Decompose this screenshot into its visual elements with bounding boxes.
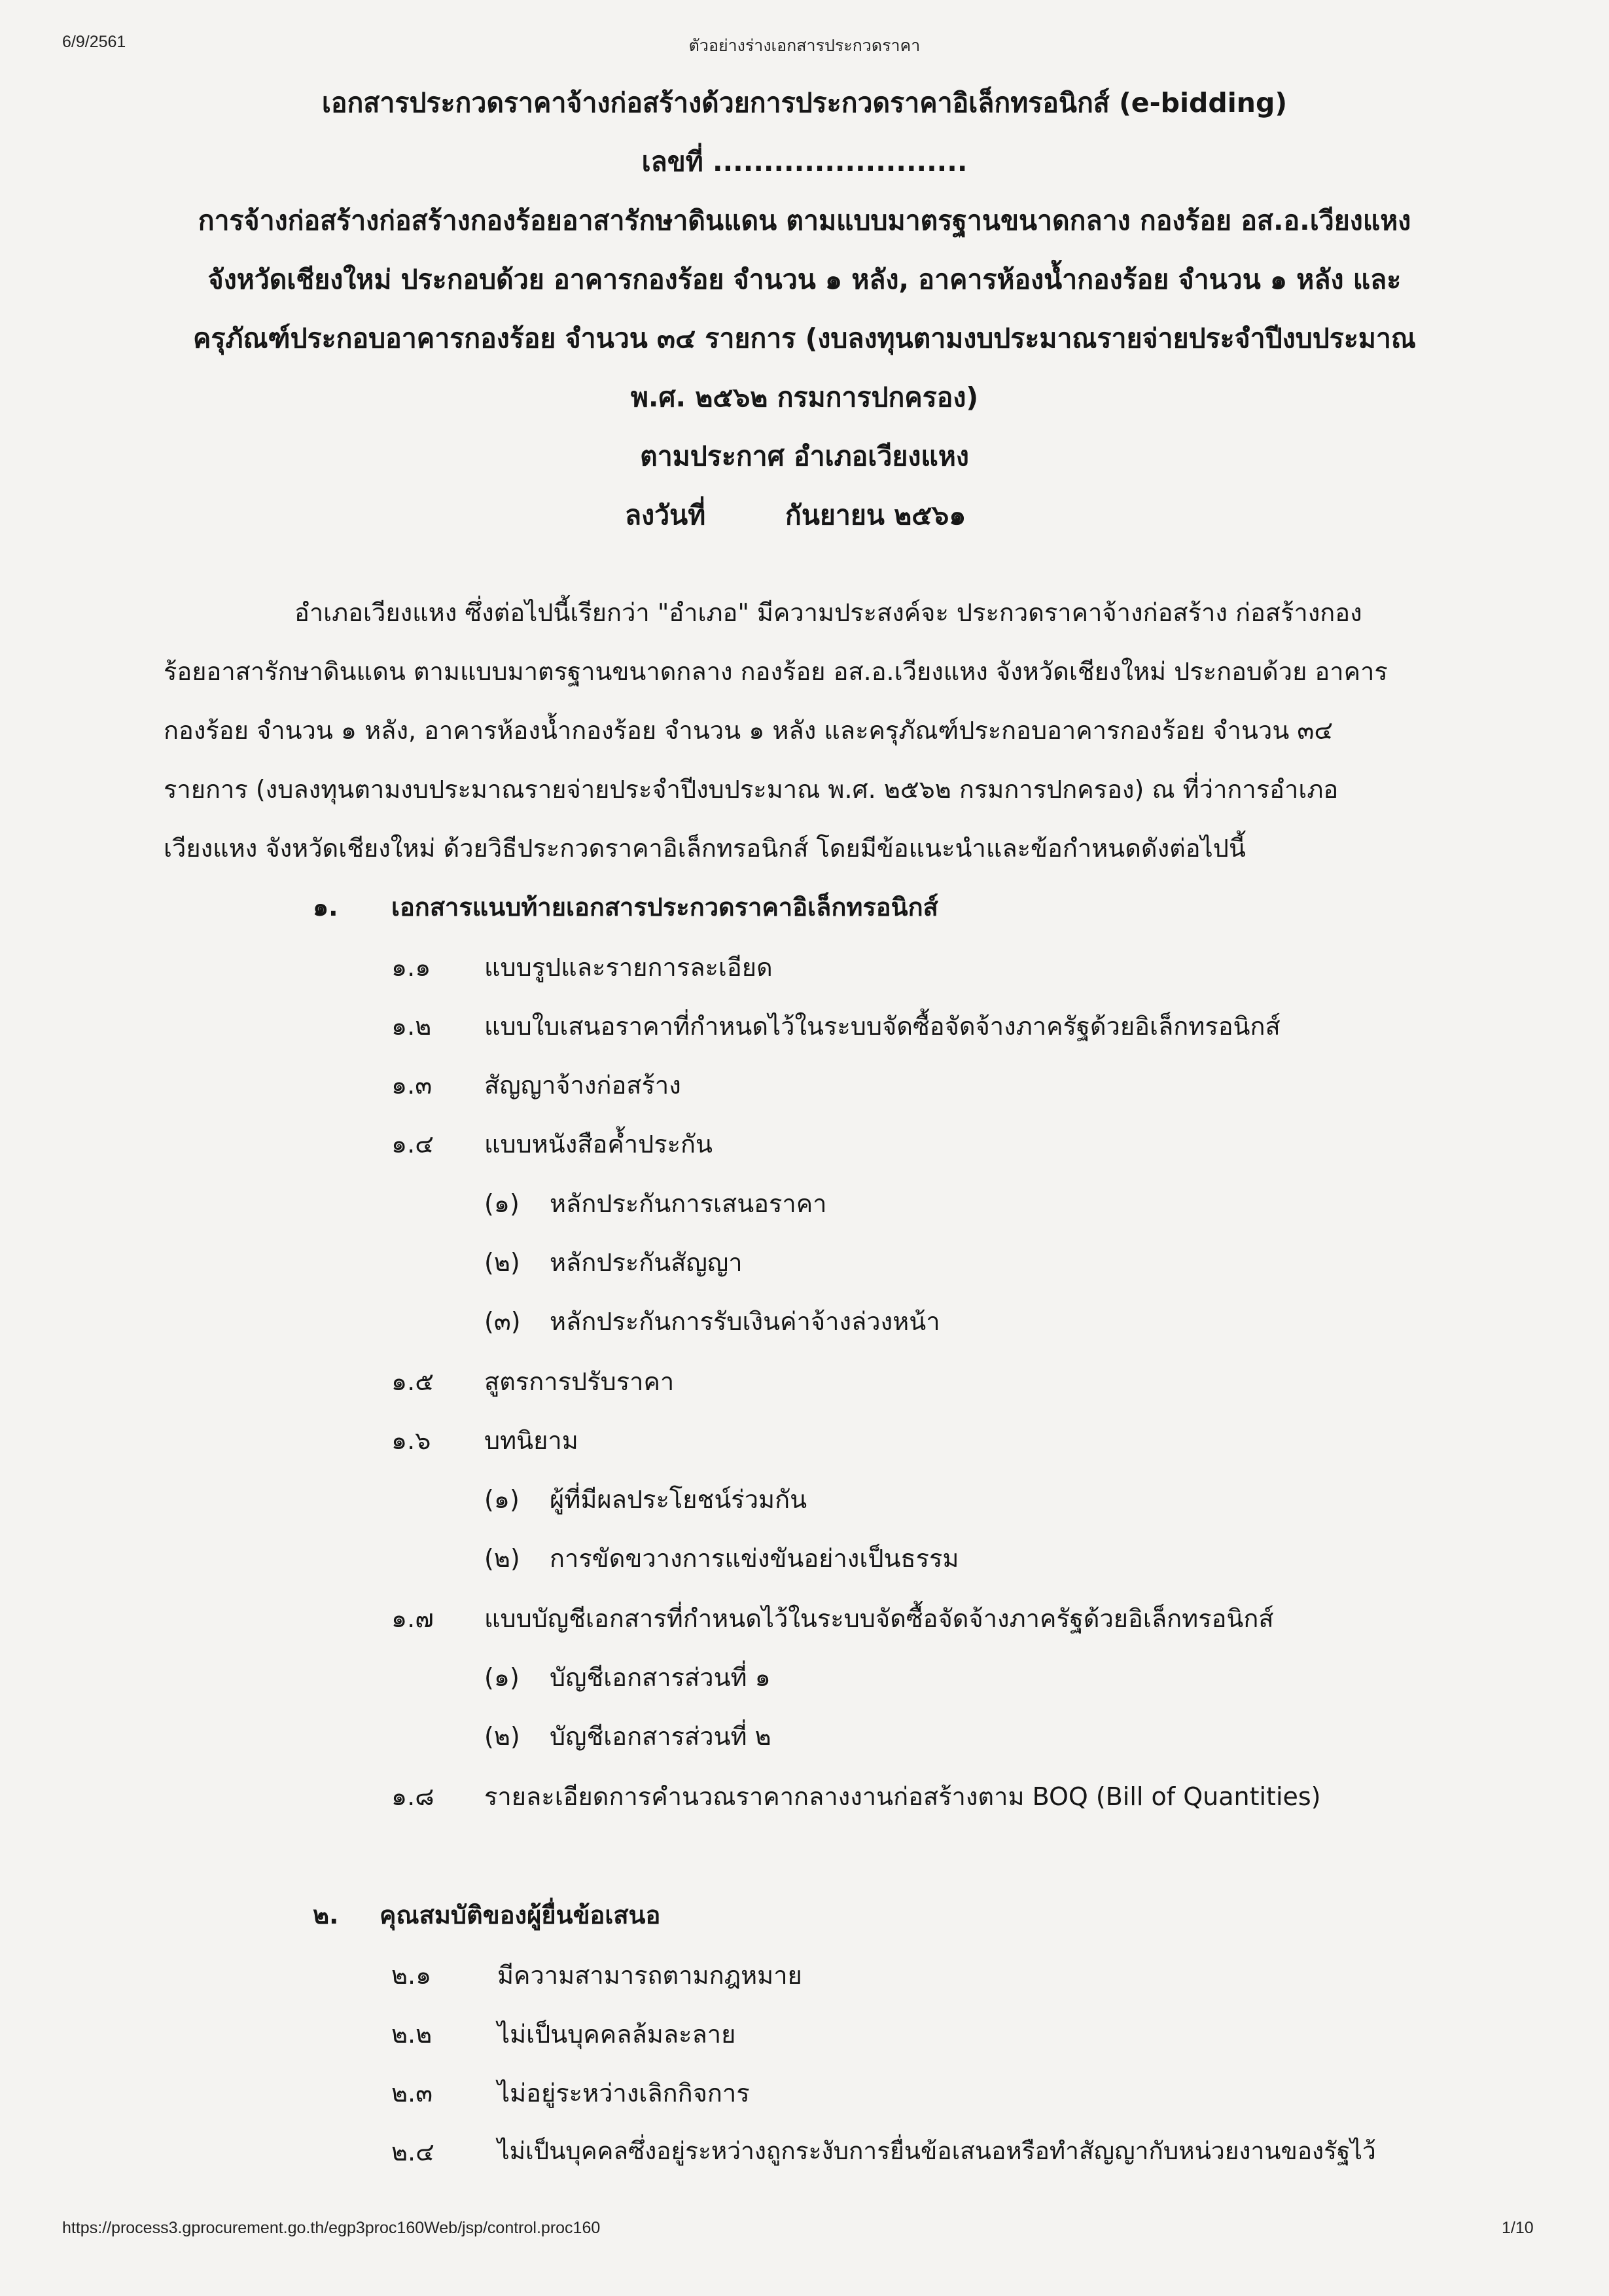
item-text: รายละเอียดการคำนวณราคากลางงานก่อสร้างตาม BOQ (Bill of Quantities) xyxy=(484,1782,1321,1811)
item-text: ไม่เป็นบุคคลซึ่งอยู่ระหว่างถูกระงับการยื่นข้อเสนอหรือทำสัญญากับหน่วยงานของรัฐไว้ xyxy=(497,2137,1376,2165)
intro-line: เวียงแหง จังหวัดเชียงใหม่ ด้วยวิธีประกวดราคาอิเล็กทรอนิกส์ โดยมีข้อแนะนำและข้อกำหนดดังต่อไปนี้ xyxy=(164,834,1246,863)
item-text: สัญญาจ้างก่อสร้าง xyxy=(484,1071,681,1100)
footer-url: https://process3.gprocurement.go.th/egp3proc160Web/jsp/control.proc160 xyxy=(62,2219,601,2237)
item-number: ๑.๔ xyxy=(391,1130,434,1158)
subitem-number: (๑) xyxy=(484,1663,520,1692)
subject-line: พ.ศ. ๒๕๖๒ กรมการปกครอง) xyxy=(630,382,979,413)
intro-line: กองร้อย จำนวน ๑ หลัง, อาคารห้องน้ำกองร้อย จำนวน ๑ หลัง และครุภัณฑ์ประกอบอาคารกองร้อย จำนวน ๓๔ xyxy=(164,716,1334,745)
intro-line: ร้อยอาสารักษาดินแดน ตามแบบมาตรฐานขนาดกลาง กองร้อย อส.อ.เวียงแหง จังหวัดเชียงใหม่ ประกอบด้วย อาคาร xyxy=(164,657,1388,686)
subject-line: การจ้างก่อสร้างก่อสร้างกองร้อยอาสารักษาดินแดน ตามแบบมาตรฐานขนาดกลาง กองร้อย อส.อ.เวียงแหง xyxy=(198,205,1411,236)
item-text: แบบรูปและรายการละเอียด xyxy=(484,953,773,982)
subitem-number: (๓) xyxy=(484,1307,521,1336)
document-number: เลขที่ ......................... xyxy=(641,146,968,177)
subitem-text: หลักประกันสัญญา xyxy=(550,1248,743,1277)
date-label: ลงวันที่ xyxy=(625,499,706,531)
document-title: เอกสารประกวดราคาจ้างก่อสร้างด้วยการประกวดราคาอิเล็กทรอนิกส์ (e-bidding) xyxy=(321,87,1288,118)
item-text: ไม่เป็นบุคคลล้มละลาย xyxy=(497,2020,736,2049)
item-number: ๑.๑ xyxy=(391,953,431,982)
page-number: 1/10 xyxy=(1502,2219,1534,2237)
item-number: ๒.๒ xyxy=(391,2020,433,2049)
section-1-number: ๑. xyxy=(313,893,338,922)
subject-line: จังหวัดเชียงใหม่ ประกอบด้วย อาคารกองร้อย จำนวน ๑ หลัง, อาคารห้องน้ำกองร้อย จำนวน ๑ หลัง และ xyxy=(207,264,1402,295)
item-number: ๒.๔ xyxy=(391,2138,434,2166)
subitem-number: (๑) xyxy=(484,1189,520,1218)
subitem-text: บัญชีเอกสารส่วนที่ ๑ xyxy=(550,1663,771,1692)
item-text: สูตรการปรับราคา xyxy=(484,1367,675,1396)
item-number: ๑.๒ xyxy=(391,1012,432,1041)
intro-line: อำเภอเวียงแหง ซึ่งต่อไปนี้เรียกว่า "อำเภอ" มีความประสงค์จะ ประกวดราคาจ้างก่อสร้าง ก่อสร้างกอง xyxy=(294,598,1362,627)
item-text: มีความสามารถตามกฎหมาย xyxy=(497,1961,802,1990)
subject-line: ครุภัณฑ์ประกอบอาคารกองร้อย จำนวน ๓๔ รายการ (งบลงทุนตามงบประมาณรายจ่ายประจำปีงบประมาณ xyxy=(193,323,1416,354)
header-caption: ตัวอย่างร่างเอกสารประกวดราคา xyxy=(688,37,921,55)
item-text: แบบหนังสือค้ำประกัน xyxy=(484,1130,713,1158)
subitem-text: หลักประกันการรับเงินค่าจ้างล่วงหน้า xyxy=(550,1307,940,1336)
subitem-number: (๑) xyxy=(484,1485,520,1514)
section-2-heading: คุณสมบัติของผู้ยื่นข้อเสนอ xyxy=(380,1901,661,1929)
subitem-text: บัญชีเอกสารส่วนที่ ๒ xyxy=(550,1722,771,1751)
item-number: ๑.๕ xyxy=(391,1367,434,1396)
item-number: ๑.๖ xyxy=(391,1426,431,1455)
print-date: 6/9/2561 xyxy=(62,33,126,51)
section-1-heading: เอกสารแนบท้ายเอกสารประกวดราคาอิเล็กทรอนิกส์ xyxy=(391,893,938,922)
item-number: ๑.๓ xyxy=(391,1071,433,1100)
item-text: บทนิยาม xyxy=(484,1426,578,1455)
item-text: แบบบัญชีเอกสารที่กำหนดไว้ในระบบจัดซื้อจัดจ้างภาครัฐด้วยอิเล็กทรอนิกส์ xyxy=(484,1604,1274,1633)
item-number: ๒.๓ xyxy=(391,2079,433,2108)
item-text: ไม่อยู่ระหว่างเลิกกิจการ xyxy=(497,2079,750,2108)
subitem-number: (๒) xyxy=(484,1722,520,1751)
item-number: ๑.๗ xyxy=(391,1604,434,1633)
subitem-text: ผู้ที่มีผลประโยชน์ร่วมกัน xyxy=(550,1485,807,1514)
item-text: แบบใบเสนอราคาที่กำหนดไว้ในระบบจัดซื้อจัดจ้างภาครัฐด้วยอิเล็กทรอนิกส์ xyxy=(484,1012,1281,1041)
subitem-number: (๒) xyxy=(484,1544,520,1573)
date-value: กันยายน ๒๕๖๑ xyxy=(785,499,966,531)
item-number: ๒.๑ xyxy=(391,1961,432,1990)
subitem-text: การขัดขวางการแข่งขันอย่างเป็นธรรม xyxy=(550,1544,959,1573)
item-number: ๑.๘ xyxy=(391,1782,434,1811)
subitem-text: หลักประกันการเสนอราคา xyxy=(550,1189,827,1218)
section-2-number: ๒. xyxy=(313,1901,339,1929)
announcer: ตามประกาศ อำเภอเวียงแหง xyxy=(640,440,969,472)
subitem-number: (๒) xyxy=(484,1248,520,1277)
intro-line: รายการ (งบลงทุนตามงบประมาณรายจ่ายประจำปีงบประมาณ พ.ศ. ๒๕๖๒ กรมการปกครอง) ณ ที่ว่าการอำเภอ xyxy=(164,775,1339,804)
